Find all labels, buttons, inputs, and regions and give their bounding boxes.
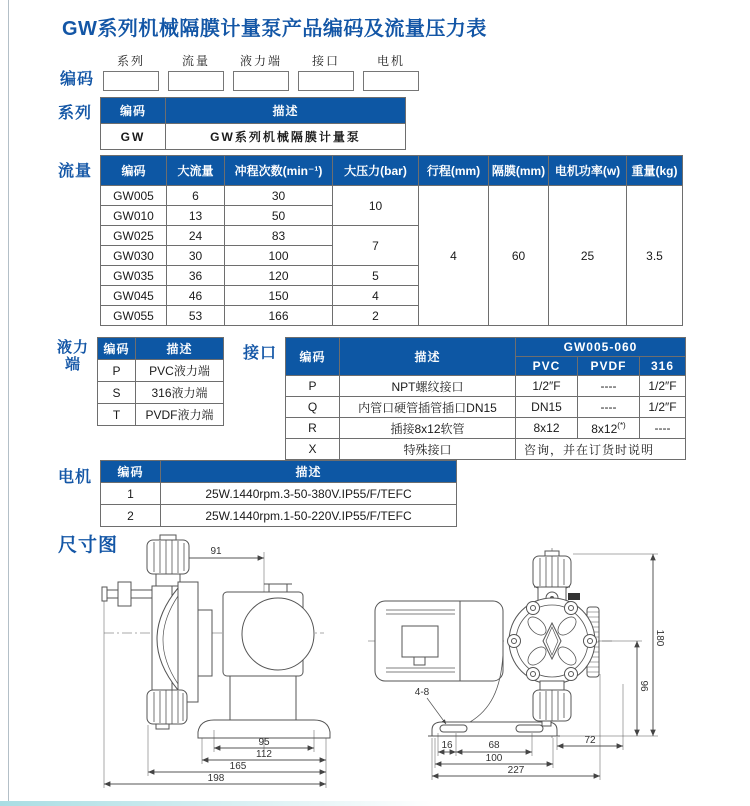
slot-label: 流量 (181, 54, 210, 68)
header-cell: 描述 (136, 338, 224, 360)
cell: P (98, 360, 136, 382)
header-cell: 编码 (101, 98, 166, 124)
header-cell: 大流量 (167, 156, 225, 186)
cell: GW (101, 124, 166, 150)
cell: S (98, 382, 136, 404)
cell: Q (286, 397, 340, 418)
cell: 83 (225, 226, 333, 246)
cell: GW系列机械隔膜计量泵 (166, 124, 406, 150)
cell: 60 (489, 186, 549, 326)
cell: 4 (333, 286, 419, 306)
slot-label: 接口 (311, 54, 340, 68)
hydraulic-label-line2: 端 (64, 356, 81, 374)
cell: 166 (225, 306, 333, 326)
cell: ---- (578, 397, 640, 418)
cell: GW055 (101, 306, 167, 326)
header-cell: 重量(kg) (627, 156, 683, 186)
header-cell: 编码 (286, 338, 340, 376)
cell: ---- (578, 376, 640, 397)
bottom-valve-knob (147, 690, 187, 724)
header-cell: 冲程次数(min⁻¹) (225, 156, 333, 186)
cell: 1 (101, 483, 161, 505)
table-row (101, 505, 457, 527)
cell: 25W.1440rpm.1-50-220V.IP55/F/TEFC (161, 505, 457, 527)
motor-housing (375, 601, 503, 681)
dimension-label: 4-8 (414, 687, 430, 698)
cell: X (286, 439, 340, 460)
cell: 插接8x12软管 (340, 418, 516, 439)
cell: 53 (167, 306, 225, 326)
slot-label: 液力端 (239, 54, 282, 68)
cell-value: 8x12 (591, 421, 618, 436)
series-code-box (103, 71, 159, 91)
cell: 1/2″F (640, 397, 686, 418)
motor-table (100, 460, 457, 527)
series-label: 系列 (58, 105, 93, 122)
table-row (286, 418, 686, 439)
cell: 3.5 (627, 186, 683, 326)
cell: 1/2″F (516, 376, 578, 397)
hydraulic-label-line1: 液力 (56, 339, 89, 356)
table-row (98, 382, 224, 404)
cell: 6 (167, 186, 225, 206)
cell: ---- (640, 418, 686, 439)
cell: 10 (333, 186, 419, 226)
interface-code-box (298, 71, 354, 91)
cell: GW010 (101, 206, 167, 226)
cell: 316液力端 (136, 382, 224, 404)
header-cell: 编码 (101, 156, 167, 186)
dimension-label: 72 (584, 735, 596, 746)
table-row (286, 376, 686, 397)
cell: 1/2″F (640, 376, 686, 397)
series-table (100, 97, 406, 150)
cell: 46 (167, 286, 225, 306)
slot-label: 电机 (376, 54, 405, 68)
valve-knob-cap (160, 535, 176, 540)
cell: 150 (225, 286, 333, 306)
cell: PVDF液力端 (136, 404, 224, 426)
table-row (286, 397, 686, 418)
dimension-label: 95 (258, 737, 270, 748)
cell: 2 (333, 306, 419, 326)
flow-label: 流量 (58, 163, 93, 180)
cell: 25W.1440rpm.3-50-380V.IP55/F/TEFC (161, 483, 457, 505)
cell (578, 418, 640, 439)
cell: 特殊接口 (340, 439, 516, 460)
header-cell: 行程(mm) (419, 156, 489, 186)
hydraulic-table (97, 337, 224, 426)
cell: 内管口硬管插管插口DN15 (340, 397, 516, 418)
cell: 30 (167, 246, 225, 266)
header-cell: 316 (640, 357, 686, 376)
cell: 13 (167, 206, 225, 226)
dimension-label: 198 (207, 773, 225, 784)
dimension-label: 16 (441, 740, 453, 751)
dimension-label: 227 (507, 765, 525, 776)
cell: P (286, 376, 340, 397)
cell: GW030 (101, 246, 167, 266)
cell: T (98, 404, 136, 426)
suction-pipe-end (102, 587, 107, 601)
coding-label: 编码 (60, 71, 95, 88)
cell: 咨询，并在订货时说明 (516, 439, 686, 460)
dimension-label: 165 (229, 761, 247, 772)
cell: 30 (225, 186, 333, 206)
cell: 36 (167, 266, 225, 286)
hydraulic-code-box (233, 71, 289, 91)
coding-slot-interface (298, 52, 354, 91)
cell: 50 (225, 206, 333, 226)
table-row (98, 404, 224, 426)
pump-side-view (102, 535, 330, 788)
cell: R (286, 418, 340, 439)
cell: 4 (419, 186, 489, 326)
motor-fan-cover (242, 598, 314, 670)
cell: 25 (549, 186, 627, 326)
top-valve-knob (147, 540, 189, 574)
header-cell-group: GW005-060 (516, 338, 686, 357)
flow-table (100, 155, 683, 326)
coding-slot-series (103, 52, 159, 91)
table-row (286, 439, 686, 460)
coding-row (103, 52, 419, 91)
dimension-label: 112 (256, 749, 272, 760)
header-cell: 描述 (161, 461, 457, 483)
cell: 120 (225, 266, 333, 286)
dimension-drawings (90, 534, 710, 804)
table-row (98, 360, 224, 382)
cell: GW025 (101, 226, 167, 246)
cell: 24 (167, 226, 225, 246)
dimension-label: 100 (485, 753, 503, 764)
table-row (101, 483, 457, 505)
interface-label: 接口 (243, 345, 278, 362)
motor-label: 电机 (58, 469, 93, 486)
coding-slot-hydraulic (233, 52, 289, 91)
cell: GW045 (101, 286, 167, 306)
slot-label: 系列 (116, 54, 145, 68)
pedestal-base (198, 720, 330, 738)
cell: NPT螺纹接口 (340, 376, 516, 397)
page-title: GW系列机械隔膜计量泵产品编码及流量压力表 (62, 18, 487, 40)
mounting-slot (440, 725, 467, 732)
cell: PVC液力端 (136, 360, 224, 382)
header-cell: 电机功率(w) (549, 156, 627, 186)
header-cell: 描述 (166, 98, 406, 124)
interface-table (285, 337, 686, 460)
header-cell: 编码 (98, 338, 136, 360)
pump-front-view (368, 548, 658, 780)
header-cell: 大压力(bar) (333, 156, 419, 186)
coding-slot-motor (363, 52, 419, 91)
dimension-label: 96 (638, 680, 649, 692)
header-cell: 编码 (101, 461, 161, 483)
flow-code-box (168, 71, 224, 91)
hydraulic-label (53, 339, 93, 374)
header-cell: 隔膜(mm) (489, 156, 549, 186)
dimension-label: 68 (488, 740, 500, 751)
left-border-line (8, 0, 9, 806)
cell: 7 (333, 226, 419, 266)
mounting-slot (516, 725, 543, 732)
coding-slot-flow (168, 52, 224, 91)
cell: 100 (225, 246, 333, 266)
dimension-label: 180 (654, 629, 665, 647)
footnote-marker: (*) (617, 420, 626, 430)
cell: 8x12 (516, 418, 578, 439)
cell: 5 (333, 266, 419, 286)
cell: GW035 (101, 266, 167, 286)
dimensions-label: 尺寸图 (58, 535, 119, 556)
header-cell: PVC (516, 357, 578, 376)
header-cell: 描述 (340, 338, 516, 376)
terminal-box (402, 626, 438, 657)
header-cell: PVDF (578, 357, 640, 376)
table-row (101, 124, 406, 150)
motor-code-box (363, 71, 419, 91)
cell: 2 (101, 505, 161, 527)
cell: DN15 (516, 397, 578, 418)
table-row (101, 186, 683, 206)
cell: GW005 (101, 186, 167, 206)
dimension-label: 91 (210, 546, 222, 557)
